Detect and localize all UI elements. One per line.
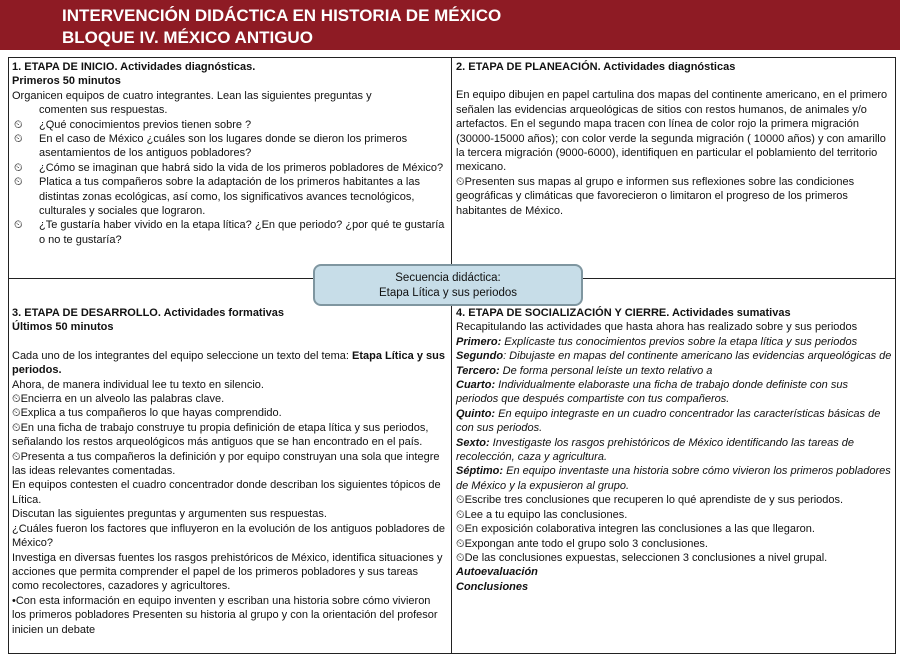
development-step: ⏲Explica a tus compañeros lo que hayas comprendido.: [12, 407, 282, 420]
self-evaluation-label: Autoevaluación: [456, 566, 538, 579]
page-subtitle: BLOQUE IV. MÉXICO ANTIGUO: [62, 28, 313, 47]
stage-start-intro-cont: comenten sus respuestas.: [39, 104, 168, 117]
stage-start-heading: 1. ETAPA DE INICIO. Actividades diagnósticas.: [12, 61, 256, 73]
closure-bullet: ⏲Expongan ante todo el grupo solo 3 conclusiones.: [456, 537, 708, 550]
conclusions-label: Conclusiones: [456, 580, 529, 593]
development-paragraph: Cada uno de los integrantes del equipo seleccione un texto del tema: Etapa Lítica y sus periodos.: [12, 349, 445, 377]
question-item: ⏲ En el caso de México ¿cuáles son los lugares donde se dieron los primeros asentamientos de los antiguos pobladores?: [14, 133, 408, 160]
closure-step: Primero: Explícaste tus conocimientos previos sobre la etapa lítica y sus periodos: [456, 335, 858, 348]
clock-icon: ⏲: [456, 523, 465, 536]
clock-icon: ⏲: [456, 551, 465, 564]
clock-icon: ⏲: [456, 508, 465, 521]
bullet-icon: •: [12, 594, 16, 607]
closure-bullet: ⏲Escribe tres conclusiones que recuperen lo qué aprendiste de y sus periodos.: [456, 494, 844, 507]
clock-icon: ⏲: [12, 421, 21, 434]
stage-development-cell: [12, 306, 446, 637]
clock-icon: ⏲: [456, 537, 465, 550]
development-step: ⏲En una ficha de trabajo construye tu propia definición de etapa lítica y sus periodos, señalando los restos arqueológicos más antiguos que se han encontrado en el país.: [12, 421, 429, 449]
closure-intro: Recapitulando las actividades que hasta ahora has realizado sobre y sus periodos: [456, 321, 858, 334]
stage-closure-cell: [456, 306, 892, 594]
development-paragraph: ¿Cuáles fueron los factores que influyeron en la evolución de los antiguos pobladores de México?: [12, 522, 445, 550]
clock-icon: ⏲: [456, 494, 465, 507]
development-step: ⏲Presenta a tus compañeros la definición y por equipo construyan una sola que integre las ideas relevantes comentadas.: [12, 450, 440, 478]
activity-table: [8, 57, 896, 654]
question-item: ⏲ ¿Te gustaría haber vivido en la etapa lítica? ¿En que periodo? ¿por qué te gustaría o no te gustaría?: [14, 219, 445, 246]
closure-step: Tercero: De forma personal leíste un texto relativo a: [456, 364, 713, 377]
development-step: ⏲Encierra en un alveolo las palabras clave.: [12, 393, 225, 406]
clock-icon: ⏲: [14, 161, 23, 174]
development-paragraph: Discutan las siguientes preguntas y argumenten sus respuestas.: [12, 508, 327, 521]
stage-planning-text-2: ⏲Presenten sus mapas al grupo e informen sus reflexiones sobre las condiciones geográficas y climáticas que favorecieron o limitaron el progreso de los primeros habitantes de México.: [456, 175, 855, 217]
closure-step: Sexto: Investigaste los rasgos prehistóricos de México identificando las tareas de recolección, caza y agricultura.: [456, 436, 855, 464]
development-paragraph: •Con esta información en equipo inventen y escriban una historia sobre cómo vivieron los primeros pobladores Presenten su historia al grupo y con la orientación del profesor inicien un debate: [12, 594, 438, 636]
stage-start-duration: Primeros 50 minutos: [12, 75, 121, 88]
clock-icon: ⏲: [12, 407, 21, 420]
stage-start-intro: Organicen equipos de cuatro integrantes. Lean las siguientes preguntas y: [12, 89, 372, 102]
development-paragraph: En equipos contesten el cuadro concentrador donde describan los siguientes tópicos de Lítica.: [12, 479, 441, 506]
didactic-sequence-callout: [313, 264, 583, 306]
stage-development-duration: Últimos 50 minutos: [12, 321, 114, 334]
closure-step: Cuarto: Individualmente elaboraste una ficha de trabajo donde definiste con sus periodos que después compartiste con tus compañeros.: [456, 379, 848, 406]
clock-icon: ⏲: [12, 393, 21, 406]
question-item: ⏲ ¿Cómo se imaginan que habrá sido la vida de los primeros pobladores de México?: [14, 161, 444, 174]
question-item: ⏲ Platica a tus compañeros sobre la adaptación de los primeros habitantes a las distintas zonas ecológicas, así como, los significativos avances tecnológicos, culturales y sociales que lograron.: [14, 176, 420, 218]
title-banner: [0, 0, 900, 50]
stage-closure-heading: 4. ETAPA DE SOCIALIZACIÓN Y CIERRE. Actividades sumativas: [456, 307, 791, 319]
stage-planning-heading: 2. ETAPA DE PLANEACIÓN. Actividades diagnósticas: [456, 61, 736, 73]
callout-line1: Secuencia didáctica:: [395, 272, 501, 284]
closure-bullet: ⏲En exposición colaborativa integren las conclusiones a las que llegaron.: [456, 523, 815, 536]
stage-start-cell: [12, 60, 446, 247]
clock-icon: ⏲: [14, 133, 23, 146]
closure-step: Quinto: En equipo integraste en un cuadro concentrador las características básicas de con sus periodos.: [456, 407, 881, 435]
closure-bullet: ⏲Lee a tu equipo las conclusiones.: [456, 508, 628, 521]
question-item: ⏲ ¿Qué conocimientos previos tienen sobre ?: [14, 118, 252, 131]
stage-planning-cell: [456, 60, 892, 218]
clock-icon: ⏲: [14, 118, 23, 131]
stage-planning-text: En equipo dibujen en papel cartulina dos mapas del continente americano, en el primero señalen las evidencias arqueológicas de sitios con restos humanos, de animales y/o artefactos. En el segundo mapa tracen con línea de color rojo la primera migración (30000-15000 años); con color verde la segunda migración ( 10000 años) y con amarillo la tercera migración (9000-6000), identifiquen en particular el poblamiento del territorio mexicano.: [456, 89, 888, 174]
closure-step: Séptimo: En equipo inventaste una historia sobre cómo vivieron los primeros pobladores de México y la expusieron al grupo.: [456, 465, 891, 492]
stage-development-heading: 3. ETAPA DE DESARROLLO. Actividades formativas: [12, 307, 285, 319]
page-title: INTERVENCIÓN DIDÁCTICA EN HISTORIA DE MÉXICO: [62, 6, 502, 25]
development-paragraph: Ahora, de manera individual lee tu texto en silencio.: [12, 378, 264, 391]
clock-icon: ⏲: [456, 175, 465, 188]
development-paragraph: Investiga en diversas fuentes los rasgos prehistóricos de México, identifica situaciones y acciones que permita comprender el papel de los primeros pobladores y sus tareas como recolectores, cazadores y agricultores.: [12, 551, 443, 593]
divider-vertical: [451, 58, 452, 653]
closure-step: Segundo: Dibujaste en mapas del continente americano las evidencias arqueológicas de: [456, 350, 892, 363]
closure-bullet: ⏲De las conclusiones expuestas, seleccionen 3 conclusiones a nivel grupal.: [456, 551, 828, 564]
clock-icon: ⏲: [12, 450, 21, 463]
clock-icon: ⏲: [14, 176, 23, 189]
callout-line2: Etapa Lítica y sus periodos: [378, 287, 518, 299]
clock-icon: ⏲: [14, 219, 23, 232]
